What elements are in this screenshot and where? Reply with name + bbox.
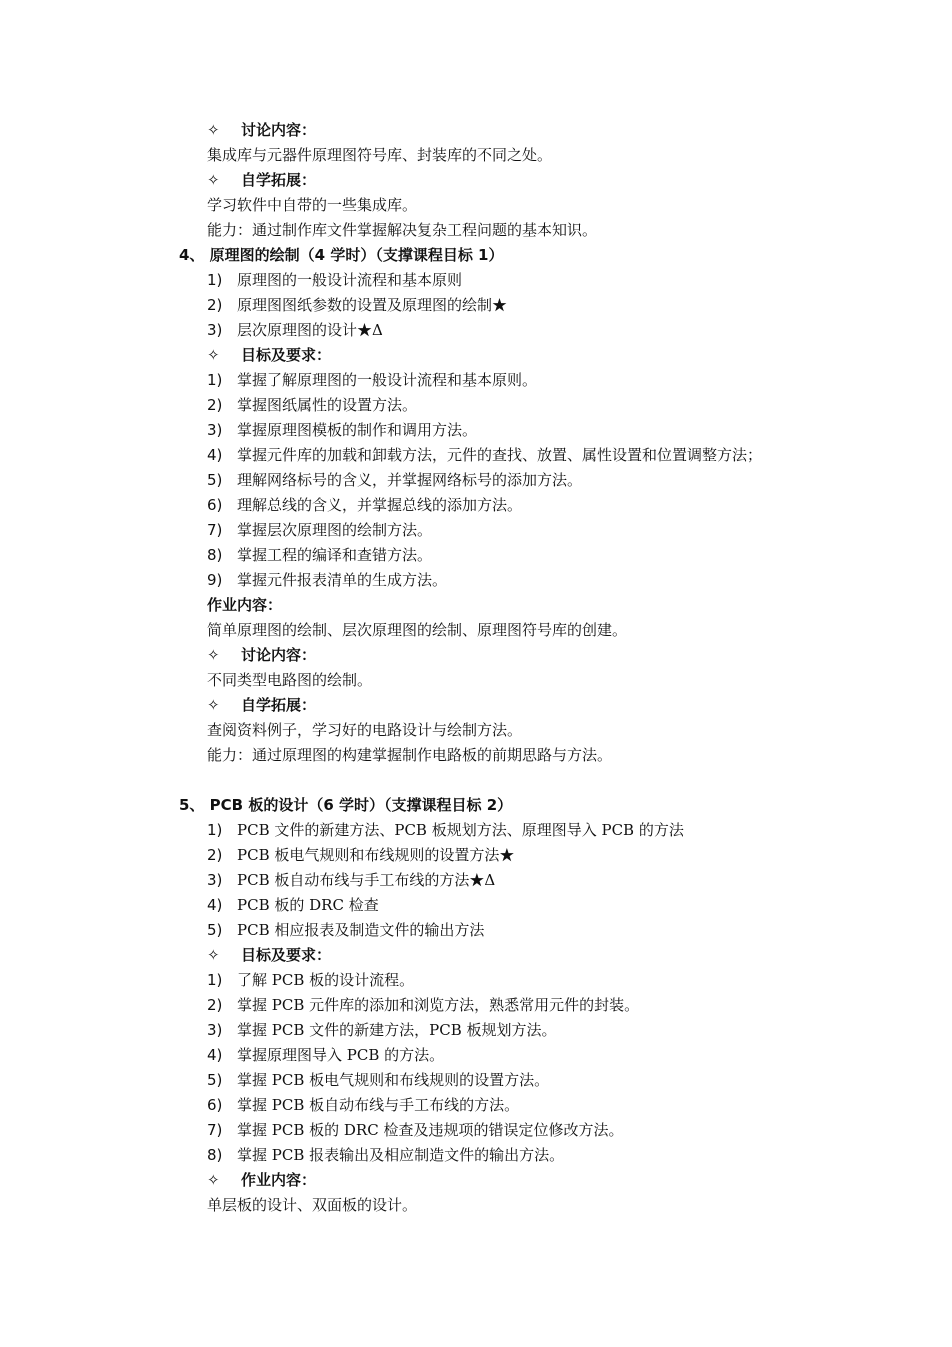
list-item: 1) 原理图的一般设计流程和基本原则 xyxy=(207,271,463,289)
ability-text: 能力：通过制作库文件掌握解决复杂工程问题的基本知识。 xyxy=(207,221,598,239)
list-item: 2) PCB 板电气规则和布线规则的设置方法★ xyxy=(207,846,515,864)
homework-text: 简单原理图的绘制、层次原理图的绘制、原理图符号库的创建。 xyxy=(207,621,628,639)
list-item: 3) PCB 板自动布线与手工布线的方法★Δ xyxy=(207,871,496,889)
diamond-bullet-icon: ✧ xyxy=(207,696,220,714)
list-item: 2) 掌握图纸属性的设置方法。 xyxy=(207,396,418,414)
diamond-bullet-icon: ✧ xyxy=(207,946,220,964)
list-item: 3) 掌握原理图模板的制作和调用方法。 xyxy=(207,421,478,439)
homework-heading: ✧ 作业内容： xyxy=(207,1171,317,1189)
list-item: 6) 掌握 PCB 板自动布线与手工布线的方法。 xyxy=(207,1096,520,1114)
selfstudy-text: 查阅资料例子，学习好的电路设计与绘制方法。 xyxy=(207,721,523,739)
list-item: 4) PCB 板的 DRC 检查 xyxy=(207,896,379,914)
list-item: 3) 掌握 PCB 文件的新建方法，PCB 板规划方法。 xyxy=(207,1021,557,1039)
discussion-heading: ✧ 讨论内容： xyxy=(207,121,317,139)
goals-heading: ✧ 目标及要求： xyxy=(207,346,332,364)
list-item: 3) 层次原理图的设计★Δ xyxy=(207,321,383,339)
list-item: 2) 掌握 PCB 元件库的添加和浏览方法，熟悉常用元件的封装。 xyxy=(207,996,640,1014)
list-item: 1) 了解 PCB 板的设计流程。 xyxy=(207,971,415,989)
list-item: 8) 掌握 PCB 报表输出及相应制造文件的输出方法。 xyxy=(207,1146,565,1164)
homework-heading: 作业内容： xyxy=(207,596,283,614)
section-5-title: 5、 PCB 板的设计（6 学时）（支撑课程目标 2） xyxy=(179,796,513,814)
section-4-title: 4、 原理图的绘制（4 学时）（支撑课程目标 1） xyxy=(179,246,504,264)
list-item: 6) 理解总线的含义，并掌握总线的添加方法。 xyxy=(207,496,523,514)
diamond-bullet-icon: ✧ xyxy=(207,646,220,664)
homework-text: 单层板的设计、双面板的设计。 xyxy=(207,1196,418,1214)
list-item: 7) 掌握层次原理图的绘制方法。 xyxy=(207,521,433,539)
selfstudy-heading: ✧ 自学拓展： xyxy=(207,171,317,189)
diamond-bullet-icon: ✧ xyxy=(207,346,220,364)
list-item: 9) 掌握元件报表清单的生成方法。 xyxy=(207,571,448,589)
discussion-heading: ✧ 讨论内容： xyxy=(207,646,317,664)
diamond-bullet-icon: ✧ xyxy=(207,1171,220,1189)
list-item: 5) PCB 相应报表及制造文件的输出方法 xyxy=(207,921,485,939)
list-item: 5) 掌握 PCB 板电气规则和布线规则的设置方法。 xyxy=(207,1071,550,1089)
list-item: 1) PCB 文件的新建方法、PCB 板规划方法、原理图导入 PCB 的方法 xyxy=(207,821,684,839)
discussion-text: 集成库与元器件原理图符号库、封装库的不同之处。 xyxy=(207,146,553,164)
list-item: 8) 掌握工程的编译和查错方法。 xyxy=(207,546,433,564)
discussion-text: 不同类型电路图的绘制。 xyxy=(207,671,373,689)
selfstudy-heading: ✧ 自学拓展： xyxy=(207,696,317,714)
list-item: 5) 理解网络标号的含义，并掌握网络标号的添加方法。 xyxy=(207,471,583,489)
list-item: 7) 掌握 PCB 板的 DRC 检查及违规项的错误定位修改方法。 xyxy=(207,1121,624,1139)
list-item: 4) 掌握原理图导入 PCB 的方法。 xyxy=(207,1046,445,1064)
selfstudy-text: 学习软件中自带的一些集成库。 xyxy=(207,196,418,214)
goals-heading: ✧ 目标及要求： xyxy=(207,946,332,964)
list-item: 4) 掌握元件库的加载和卸载方法，元件的查找、放置、属性设置和位置调整方法； xyxy=(207,446,763,464)
diamond-bullet-icon: ✧ xyxy=(207,121,220,139)
list-item: 1) 掌握了解原理图的一般设计流程和基本原则。 xyxy=(207,371,538,389)
ability-text: 能力：通过原理图的构建掌握制作电路板的前期思路与方法。 xyxy=(207,746,613,764)
diamond-bullet-icon: ✧ xyxy=(207,171,220,189)
list-item: 2) 原理图图纸参数的设置及原理图的绘制★ xyxy=(207,296,508,314)
